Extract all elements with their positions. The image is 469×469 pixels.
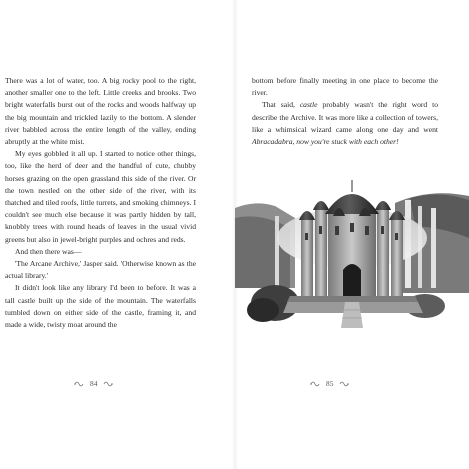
swirl-ornament-icon: [310, 381, 320, 387]
left-page: [0, 0, 234, 469]
swirl-ornament-icon: [74, 381, 84, 387]
paragraph: My eyes gobbled it all up. I started to notice other things, too, like the herd of deer and the handful of cute, chubby horses grazing on the open grassland this side of the river. Or the town nestled on the other side of the river, with its thatched and tiled roofs, little turrets, and smoking chimneys. I couldn't see much else because it was partly hidden by tall, knobbly trees with round heads of leaves in the usual vivid greens but also in jewel-bright purples and ochres and reds.: [5, 149, 196, 244]
swirl-ornament-icon: [103, 381, 113, 387]
paragraph: It didn't look like any library I'd been to before. It was a tall castle built up the side of the mountain. The waterfalls tumbled down on either side of the castle, framing it, and made a wide, twisty moat around the: [5, 283, 196, 330]
paragraph: bottom before finally meeting in one place to become the river.: [252, 76, 438, 98]
paragraph: And then there was—: [15, 246, 82, 256]
page-number-left: [74, 379, 113, 388]
paragraph: There was a lot of water, too. A big rocky pool to the right, another smaller one to the left. Little creeks and brooks. Two bright waterfalls burst out of the rocks and woods halfway up the big mountain and trickled lazily to the bottom. A slender river babbled across the entire length of the valley, ending abruptly at the white mist.: [5, 76, 196, 147]
swirl-ornament-icon: [339, 381, 349, 387]
right-page-text: [252, 75, 438, 148]
page-number: 85: [326, 379, 334, 388]
right-page: [235, 0, 469, 469]
italic-text: castle: [299, 100, 318, 110]
paragraph: 'The Arcane Archive,' Jasper said. 'Otherwise known as the actual library.': [5, 259, 196, 281]
left-page-text: [5, 75, 196, 331]
text-run: probably wasn't the right word to describe the Archive. It was more like a collection of towers, like a whimsical wizard came along one day and went: [252, 100, 439, 134]
castle-illustration: [235, 178, 469, 328]
page-number: 84: [90, 379, 98, 388]
italic-text: Abracadabra, now you're stuck with each other!: [252, 137, 399, 147]
text-run: That said,: [262, 100, 300, 110]
paragraph: [252, 99, 438, 148]
page-number-right: [310, 379, 349, 388]
